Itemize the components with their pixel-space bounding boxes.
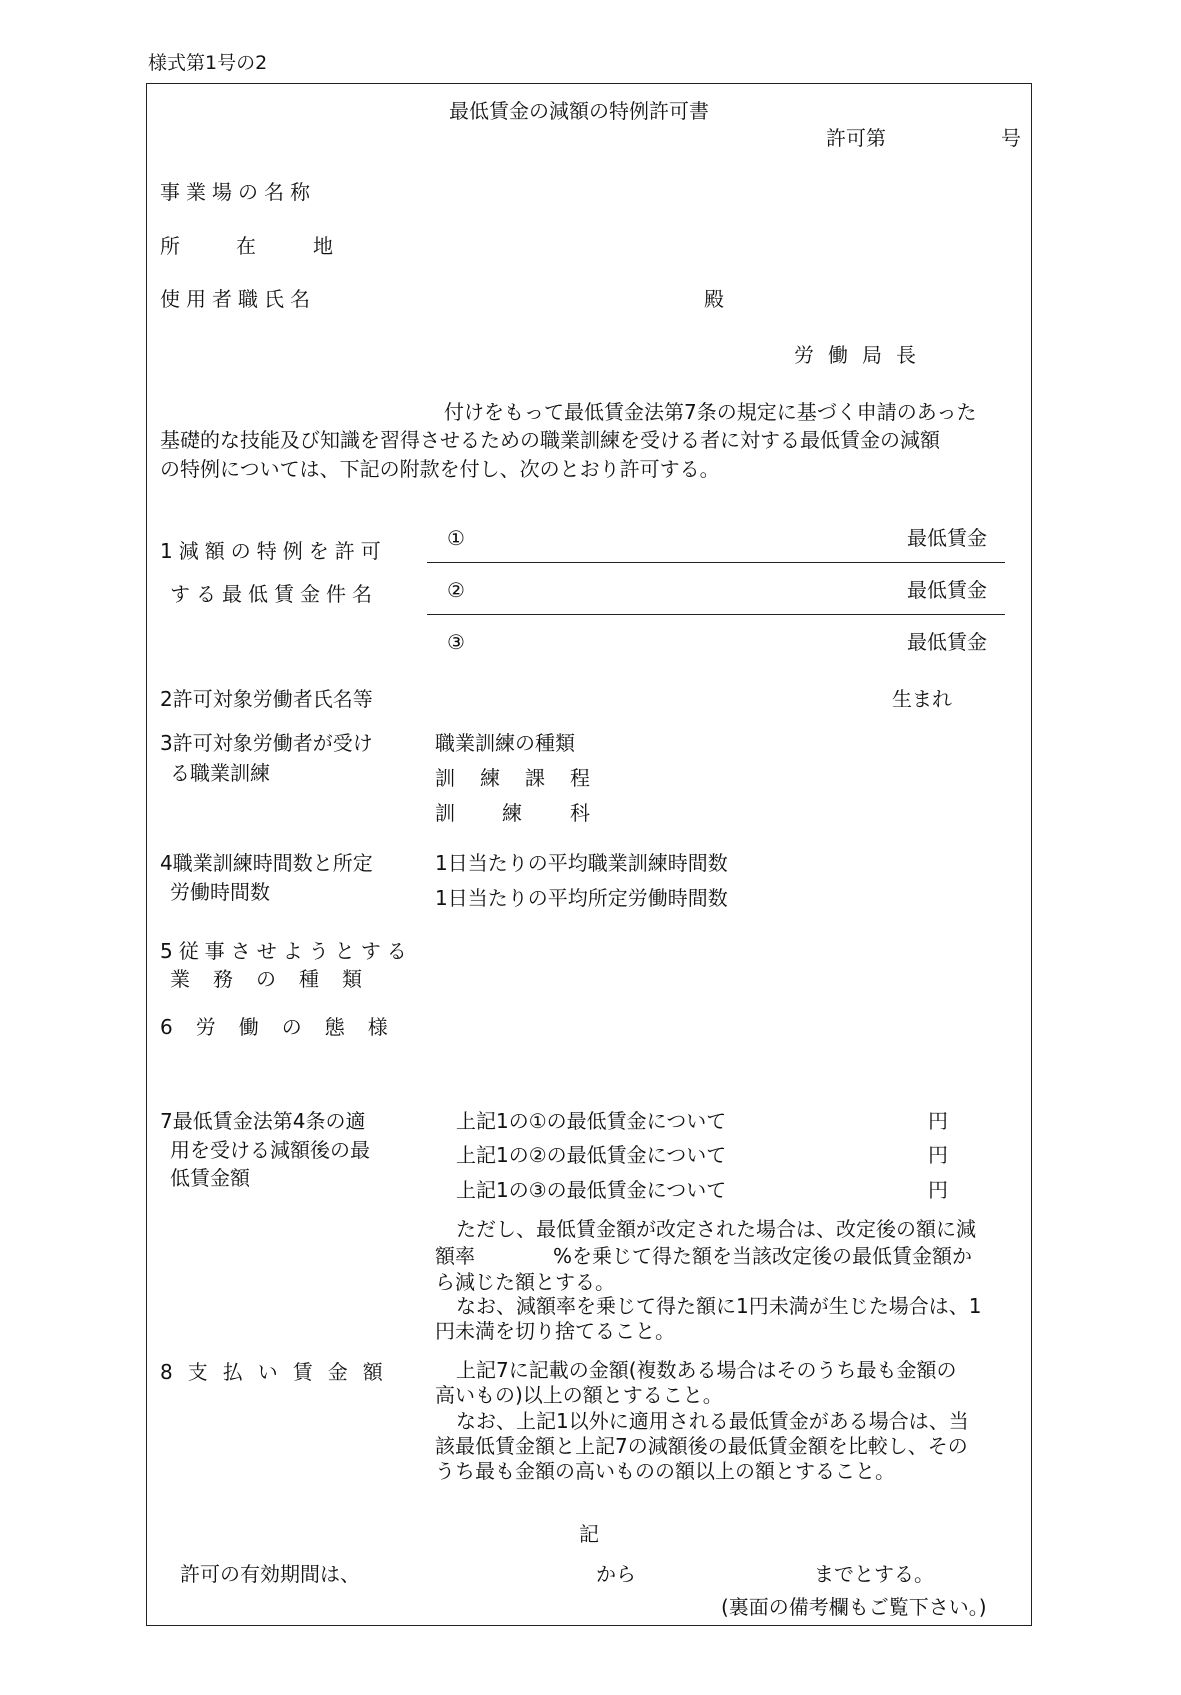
permit-no-label: 許可第 <box>826 126 886 150</box>
item4-label-line-1: 4職業訓練時間数と所定 <box>160 851 373 875</box>
business-name-label: 事業場の名称 <box>160 180 316 204</box>
item7-unit-3: 円 <box>928 1178 948 1202</box>
item5-label-line-1: 5従事させようとする <box>160 939 413 963</box>
item7-note2-line-2: 円未満を切り捨てること。 <box>435 1319 675 1343</box>
item3-subject-c1: 訓 <box>435 801 455 825</box>
intro-line-2: 基礎的な技能及び知識を習得させるための職業訓練を受ける者に対する最低賃金の減額 <box>160 428 940 452</box>
item1-suffix-1: 最低賃金 <box>907 526 987 550</box>
item7-label-line-1: 7最低賃金法第4条の適 <box>160 1109 366 1133</box>
item3-course-c2: 練 <box>480 766 500 790</box>
item7-note1-line-2a: 額率 <box>435 1244 475 1268</box>
item3-course-c1: 訓 <box>435 766 455 790</box>
item4-label-line-2: 労働時間数 <box>170 880 270 904</box>
bureau-chief: 労働局長 <box>794 343 930 367</box>
item2-label: 2許可対象労働者氏名等 <box>160 687 373 711</box>
item4-avg-training: 1日当たりの平均職業訓練時間数 <box>435 851 728 875</box>
item8-line-3: なお、上記1以外に適用される最低賃金がある場合は、当 <box>456 1409 969 1433</box>
item1-rule-1 <box>427 562 1005 563</box>
item7-note1-line-2b: %を乗じて得た額を当該改定後の最低賃金額か <box>553 1244 973 1268</box>
item1-mark-2: ② <box>447 578 465 602</box>
item7-note1-line-3: ら減じた額とする。 <box>435 1270 615 1294</box>
item7-row-3: 上記1の③の最低賃金について <box>456 1178 727 1202</box>
validity-label: 許可の有効期間は、 <box>180 1562 360 1586</box>
item7-unit-2: 円 <box>928 1143 948 1167</box>
form-title: 最低賃金の減額の特例許可書 <box>449 99 709 123</box>
validity-until: までとする。 <box>814 1562 934 1586</box>
ki-heading: 記 <box>579 1522 599 1546</box>
location-label-3: 地 <box>313 234 333 258</box>
honorific: 殿 <box>704 287 724 311</box>
item7-label-line-2: 用を受ける減額後の最 <box>170 1138 370 1162</box>
item3-training-kind: 職業訓練の種類 <box>435 731 575 755</box>
item1-label-line-2: する最低賃金件名 <box>170 582 378 606</box>
item7-unit-1: 円 <box>928 1109 948 1133</box>
item8-label: 8支払い賃金額 <box>160 1360 398 1384</box>
intro-line-3: の特例については、下記の附款を付し、次のとおり許可する。 <box>160 457 720 481</box>
form-number: 様式第1号の2 <box>148 52 268 74</box>
item3-course-c4: 程 <box>570 766 590 790</box>
item7-row-2: 上記1の②の最低賃金について <box>456 1143 727 1167</box>
employer-label: 使用者職氏名 <box>160 287 316 311</box>
validity-from: から <box>596 1562 636 1586</box>
footer-note: (裏面の備考欄もご覧下さい。) <box>721 1595 987 1619</box>
item3-label-line-1: 3許可対象労働者が受け <box>160 731 373 755</box>
item7-note2-line-1: なお、減額率を乗じて得た額に1円未満が生じた場合は、1 <box>456 1294 982 1318</box>
item1-suffix-3: 最低賃金 <box>907 630 987 654</box>
item3-label-line-2: る職業訓練 <box>170 761 270 785</box>
item1-mark-1: ① <box>447 526 465 550</box>
item8-line-1: 上記7に記載の金額(複数ある場合はそのうち最も金額の <box>456 1358 957 1382</box>
item1-label-line-1: 1減額の特例を許可 <box>160 539 387 563</box>
item2-born: 生まれ <box>892 687 952 711</box>
item7-label-line-3: 低賃金額 <box>170 1166 250 1190</box>
item5-label-line-2: 業務の種類 <box>170 967 385 991</box>
item1-mark-3: ③ <box>447 630 465 654</box>
location-label-2: 在 <box>236 234 256 258</box>
permit-no-suffix: 号 <box>1001 126 1021 150</box>
item8-line-2: 高いもの)以上の額とすること。 <box>435 1383 723 1407</box>
item7-note1-line-1: ただし、最低賃金額が改定された場合は、改定後の額に減 <box>456 1217 976 1241</box>
item1-suffix-2: 最低賃金 <box>907 578 987 602</box>
item6-label: 6労働の態様 <box>160 1015 411 1039</box>
item8-line-4: 該最低賃金額と上記7の減額後の最低賃金額を比較し、その <box>435 1434 968 1458</box>
location-label-1: 所 <box>160 234 180 258</box>
item3-subject-c2: 練 <box>502 801 522 825</box>
intro-line-1: 付けをもって最低賃金法第7条の規定に基づく申請のあった <box>444 400 977 424</box>
item1-rule-2 <box>427 614 1005 615</box>
item8-line-5: うち最も金額の高いものの額以上の額とすること。 <box>435 1459 895 1483</box>
item3-subject-c3: 科 <box>570 801 590 825</box>
item3-course-c3: 課 <box>525 766 545 790</box>
item4-avg-work: 1日当たりの平均所定労働時間数 <box>435 886 728 910</box>
item7-row-1: 上記1の①の最低賃金について <box>456 1109 727 1133</box>
